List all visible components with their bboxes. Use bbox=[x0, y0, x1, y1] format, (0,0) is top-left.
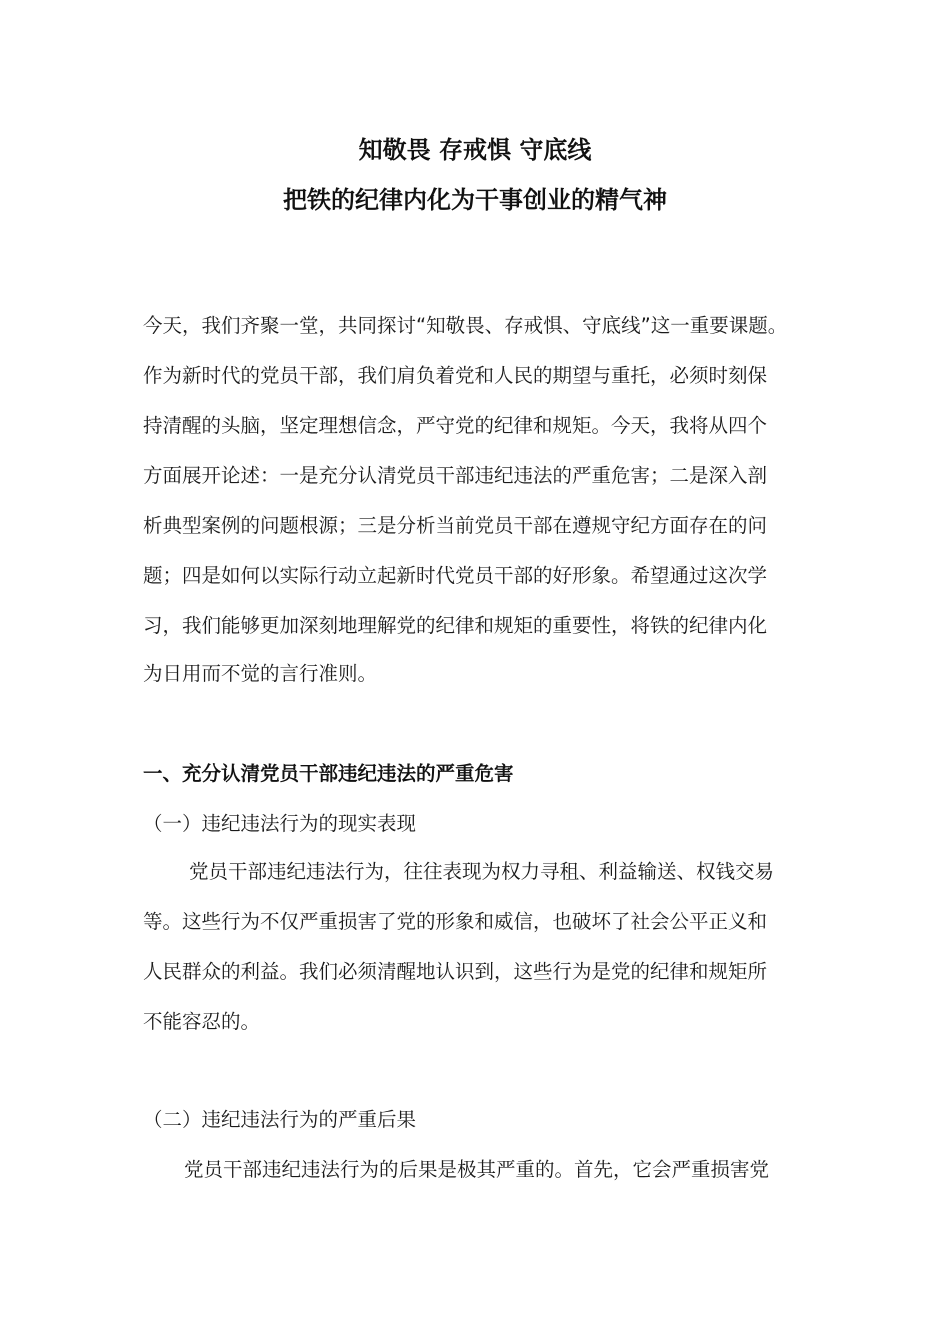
paragraph-line: 人民群众的利益。我们必须清醒地认识到，这些行为是党的纪律和规矩所 bbox=[143, 960, 768, 983]
document-title-line-1: 知敬畏 存戒惧 守底线 bbox=[358, 136, 592, 164]
subsection-heading: （二）违纪违法行为的严重后果 bbox=[143, 1108, 417, 1131]
intro-line: 为日用而不觉的言行准则。 bbox=[143, 662, 378, 685]
intro-line: 题；四是如何以实际行动立起新时代党员干部的好形象。希望通过这次学 bbox=[143, 564, 768, 587]
paragraph-line: 党员干部违纪违法行为，往往表现为权力寻租、利益输送、权钱交易 bbox=[189, 860, 775, 883]
intro-line: 今天，我们齐聚一堂，共同探讨“知敬畏、存戒惧、守底线”这一重要课题。 bbox=[143, 314, 788, 337]
intro-line: 持清醒的头脑，坚定理想信念，严守党的纪律和规矩。今天，我将从四个 bbox=[143, 414, 768, 437]
paragraph-line: 等。这些行为不仅严重损害了党的形象和威信，也破坏了社会公平正义和 bbox=[143, 910, 768, 933]
intro-line: 析典型案例的问题根源；三是分析当前党员干部在遵规守纪方面存在的问 bbox=[143, 514, 768, 537]
intro-line: 作为新时代的党员干部，我们肩负着党和人民的期望与重托，必须时刻保 bbox=[143, 364, 768, 387]
intro-line: 习，我们能够更加深刻地理解党的纪律和规矩的重要性，将铁的纪律内化 bbox=[143, 614, 768, 637]
document-title-line-2: 把铁的纪律内化为干事创业的精气神 bbox=[283, 186, 667, 214]
subsection-heading: （一）违纪违法行为的现实表现 bbox=[143, 812, 417, 835]
paragraph-line: 不能容忍的。 bbox=[143, 1010, 261, 1033]
intro-line: 方面展开论述：一是充分认清党员干部违纪违法的严重危害；二是深入剖 bbox=[143, 464, 768, 487]
section-heading: 一、充分认清党员干部违纪违法的严重危害 bbox=[143, 762, 514, 785]
paragraph-line: 党员干部违纪违法行为的后果是极其严重的。首先，它会严重损害党 bbox=[184, 1158, 770, 1181]
